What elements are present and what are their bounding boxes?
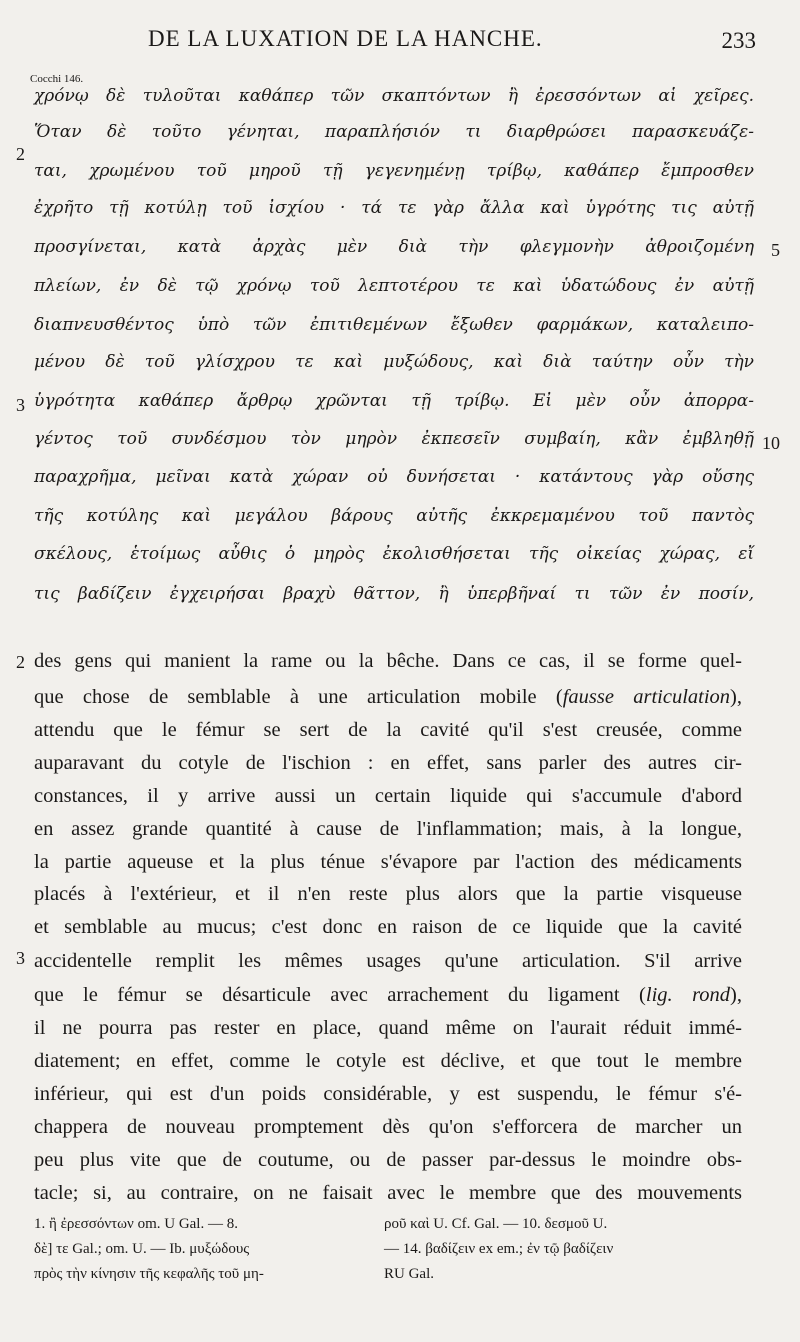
greek-line: γέντος τοῦ συνδέσμου τὸν μηρὸν ἐκπεσεῖν συμβαίη, κἂν ἐμβληθῇ [34, 429, 754, 449]
greek-line: διαπνευσθέντος ὑπὸ τῶν ἐπιτιθεμένων ἔξωθεν φαρμάκων, καταλειπο- [34, 315, 754, 335]
french-line: et semblable au mucus; c'est donc en raison de ce liquide que la cavité [34, 916, 742, 938]
running-title: DE LA LUXATION DE LA HANCHE. [148, 26, 543, 51]
french-line: diatement; en effet, comme le cotyle est déclive, et que tout le membre [34, 1050, 742, 1072]
french-line: inférieur, qui est d'un poids considérable, y est suspendu, le fémur s'é- [34, 1083, 742, 1105]
greek-line: τις βαδίζειν ἐγχειρήσαι βραχὺ θᾶττον, ἢ ὑπερβῆναί τι τῶν ἐν ποσίν, [34, 584, 754, 604]
french-line: peu plus vite que de coutume, ou de passer par-dessus le moindre obs- [34, 1149, 742, 1171]
section-marker: 3 [16, 395, 25, 415]
french-italic: lig. rond [645, 984, 731, 1006]
french-line: attendu que le fémur se sert de la cavité qu'il s'est creusée, comme [34, 719, 742, 741]
line-number: 10 [762, 433, 780, 453]
french-line [34, 686, 742, 709]
french-line: la partie aqueuse et la plus ténue s'évapore par l'action des médicaments [34, 851, 742, 873]
french-text: que chose de semblable à une articulation mobile ( [34, 686, 563, 708]
french-text: ), [730, 686, 742, 708]
french-italic: fausse articulation [562, 686, 731, 708]
french-line: en assez grande quantité à cause de l'inflammation; mais, à la longue, [34, 818, 742, 840]
greek-line: ὑγρότητα καθάπερ ἄρθρῳ χρῶνται τῇ τρίβῳ. Εἰ μὲν οὖν ἀπορρα- [34, 391, 754, 411]
greek-line: σκέλους, ἑτοίμως αὖθις ὁ μηρὸς ἐκολισθήσεται τῆς οἰκείας χώρας, εἴ [34, 544, 754, 564]
footnote-line: δὲ] τε Gal.; om. U. — Ib. μυξώδους [34, 1241, 250, 1257]
footnote-line: πρὸς τὴν κίνησιν τῆς κεφαλῆς τοῦ μη- [34, 1266, 264, 1282]
greek-line: παραχρῆμα, μεῖναι κατὰ χώραν οὐ δυνήσεται · κατάντους γὰρ οὔσης [34, 467, 754, 487]
footnote-line: ροῦ καὶ U. Cf. Gal. — 10. δεσμοῦ U. [384, 1216, 608, 1232]
french-text: que le fémur se désarticule avec arrachement du ligament ( [34, 984, 646, 1006]
french-line: il ne pourra pas rester en place, quand même on l'aurait réduit immé- [34, 1017, 742, 1039]
greek-line: προσγίνεται, κατὰ ἀρχὰς μὲν διὰ τὴν φλεγμονὴν ἀθροιζομένη [34, 237, 754, 257]
french-text: ), [730, 984, 742, 1006]
section-marker: 2 [16, 652, 25, 672]
greek-line: μένου δὲ τοῦ γλίσχρου τε καὶ μυξώδους, καὶ διὰ ταύτην οὖν τὴν [34, 352, 754, 372]
greek-line: χρόνῳ δὲ τυλοῦται καθάπερ τῶν σκαπτόντων ἢ ἐρεσσόντων αἱ χεῖρες. [34, 86, 754, 106]
section-marker: 3 [16, 948, 25, 968]
greek-line: τῆς κοτύλης καὶ μεγάλου βάρους αὐτῆς ἐκκρεμαμένου τοῦ παντὸς [34, 506, 754, 526]
greek-line: πλείων, ἐν δὲ τῷ χρόνῳ τοῦ λεπτοτέρου τε καὶ ὑδατώδους ἐν αὐτῇ [34, 276, 754, 296]
footnotes-left-column [34, 1212, 364, 1287]
line-number: 5 [771, 240, 780, 260]
french-line: auparavant du cotyle de l'ischion : en effet, sans parler des autres cir- [34, 752, 742, 774]
footnote-line: — 14. βαδίζειν ex em.; ἐν τῷ βαδίζειν [384, 1241, 614, 1257]
french-line [34, 984, 742, 1007]
french-line: accidentelle remplit les mêmes usages qu'une articulation. S'il arrive [34, 950, 742, 972]
footnote-line: 1. ἢ ἐρεσσόντων om. U Gal. — 8. [34, 1216, 238, 1232]
french-line: chappera de nouveau promptement dès qu'on s'efforcera de marcher un [34, 1116, 742, 1138]
footnotes-right-column [384, 1212, 746, 1287]
section-marker: 2 [16, 144, 25, 164]
greek-line: ται, χρωμένου τοῦ μηροῦ τῇ γεγενημένῃ τρίβῳ, καθάπερ ἔμπροσθεν [34, 161, 754, 181]
footnote-line: RU Gal. [384, 1266, 434, 1282]
french-line: tacle; si, au contraire, on ne faisait avec le membre que des mouvements [34, 1182, 742, 1204]
greek-line: ἐχρῆτο τῇ κοτύλῃ τοῦ ἰσχίου · τά τε γὰρ ἄλλα καὶ ὑγρότης τις αὐτῇ [34, 198, 754, 218]
greek-line: Ὅταν δὲ τοῦτο γένηται, παραπλήσιόν τι διαρθρώσει παρασκευάζε- [34, 122, 754, 142]
source-note: Cocchi 146. [30, 73, 84, 85]
page-number: 233 [721, 28, 756, 53]
french-line: des gens qui manient la rame ou la bêche. Dans ce cas, il se forme quel- [34, 650, 742, 672]
french-line: placés à l'extérieur, et il n'en reste plus alors que la partie visqueuse [34, 883, 742, 905]
french-line: constances, il y arrive aussi un certain liquide qui s'accumule d'abord [34, 785, 742, 807]
